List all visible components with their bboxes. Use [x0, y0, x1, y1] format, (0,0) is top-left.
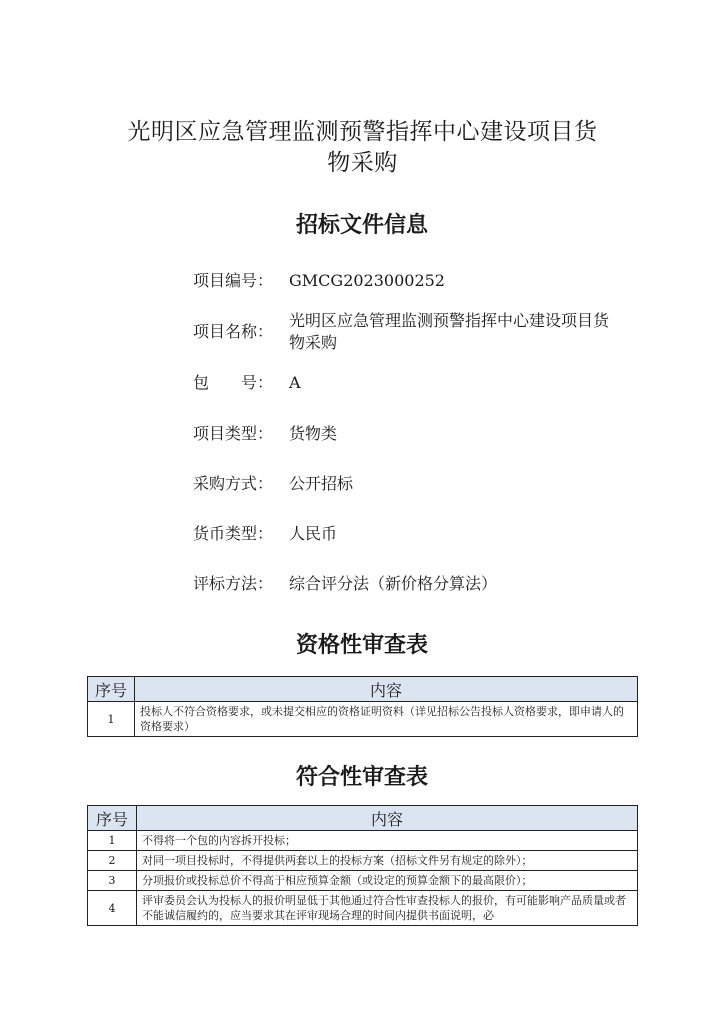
info-label: 包 号： [193, 373, 274, 392]
row-content: 对同一项目投标时，不得提供两套以上的投标方案（招标文件另有规定的除外）； [137, 851, 638, 871]
info-label: 采购方式： [193, 474, 274, 493]
row-number: 3 [88, 871, 137, 891]
table-row [88, 831, 638, 851]
table-header-row [88, 677, 638, 702]
table-row [88, 891, 638, 926]
row-content: 评审委员会认为投标人的报价明显低于其他通过符合性审查投标人的报价，有可能影响产品质量或者不能诚信履约的，应当要求其在评审现场合理的时间内提供书面说明，必 [137, 891, 638, 926]
row-number: 4 [88, 891, 137, 926]
row-content: 分项报价或投标总价不得高于相应预算金额（或设定的预算金额下的最高限价）； [137, 871, 638, 891]
column-header-no: 序号 [88, 806, 137, 831]
info-label: 项目名称： [193, 322, 274, 341]
section-heading-compliance: 符合性审查表 [295, 765, 428, 790]
document-title [90, 117, 635, 179]
info-label: 货币类型： [193, 524, 274, 543]
info-value: GMCG2023000252 [289, 271, 445, 290]
row-number: 1 [88, 702, 135, 737]
qualification-table [87, 676, 638, 737]
info-label: 项目类型： [193, 424, 274, 443]
table-row [88, 851, 638, 871]
info-value: 人民币 [289, 524, 338, 543]
table-header-row [88, 806, 638, 831]
section-heading-info: 招标文件信息 [295, 213, 428, 238]
table-row [88, 702, 638, 737]
row-number: 2 [88, 851, 137, 871]
info-label: 项目编号： [193, 271, 274, 290]
row-content: 投标人不符合资格要求，或未提交相应的资格证明资料（详见招标公告投标人资格要求，即申请人的资格要求） [135, 702, 638, 737]
document-title-line-1: 光明区应急管理监测预警指挥中心建设项目货 [127, 119, 598, 145]
column-header-content: 内容 [137, 806, 638, 831]
info-value: A [289, 373, 301, 392]
row-number: 1 [88, 831, 137, 851]
info-value: 公开招标 [289, 474, 354, 493]
table-row [88, 871, 638, 891]
info-value: 货物类 [289, 424, 338, 443]
section-heading-qualification: 资格性审查表 [295, 633, 428, 658]
column-header-content: 内容 [135, 677, 638, 702]
info-value: 光明区应急管理监测预警指挥中心建设项目货物采购 [289, 311, 610, 352]
document-title-line-2: 物采购 [327, 150, 398, 176]
info-label: 评标方法： [193, 574, 274, 593]
row-content: 不得将一个包的内容拆开投标； [137, 831, 638, 851]
column-header-no: 序号 [88, 677, 135, 702]
info-value: 综合评分法（新价格分算法） [289, 574, 498, 593]
compliance-table [87, 805, 638, 926]
